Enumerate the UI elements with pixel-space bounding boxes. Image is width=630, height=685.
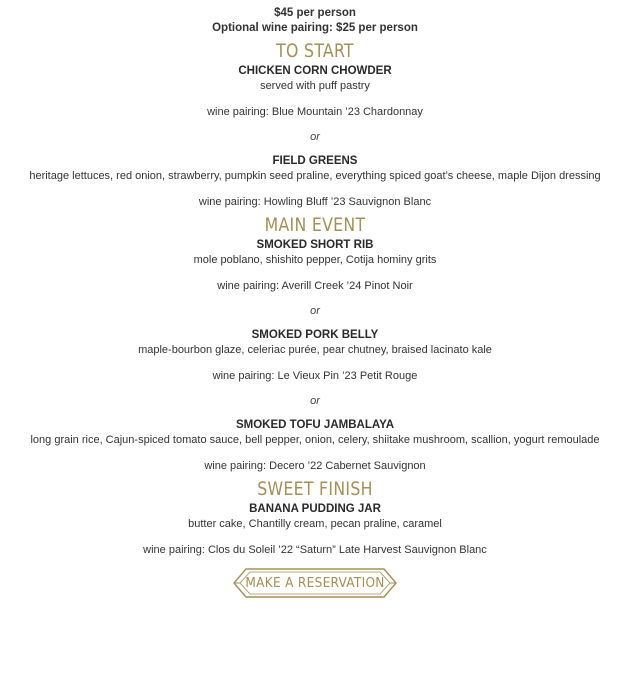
dish-description: mole poblano, shishito pepper, Cotija hominy grits	[193, 254, 437, 266]
or-separator: or	[310, 395, 320, 407]
reservation-button-wrapper	[0, 567, 630, 599]
dish-description: maple-bourbon glaze, celeriac purée, pear chutney, braised lacinato kale	[138, 344, 492, 356]
dish-name: BANANA PUDDING JAR	[249, 503, 381, 515]
dish-description: butter cake, Chantilly cream, pecan praline, caramel	[188, 518, 442, 530]
wine-pairing-price: Optional wine pairing: $25 per person	[212, 22, 418, 34]
dish-description: heritage lettuces, red onion, strawberry, pumpkin seed praline, everything spiced goat’s cheese, maple Dijon dressing	[29, 170, 601, 182]
dish-description: served with puff pastry	[260, 80, 370, 92]
or-separator: or	[310, 305, 320, 317]
section-title-to-start: TO START	[276, 41, 354, 63]
dish-name: SMOKED PORK BELLY	[251, 329, 379, 341]
wine-pairing: wine pairing: Clos du Soleil ’22 “Saturn” Late Harvest Sauvignon Blanc	[143, 544, 487, 556]
or-separator: or	[310, 131, 320, 143]
wine-pairing: wine pairing: Le Vieux Pin ’23 Petit Rouge	[212, 370, 418, 382]
wine-pairing: wine pairing: Howling Bluff ’23 Sauvignon Blanc	[198, 196, 432, 208]
wine-pairing: wine pairing: Decero ’22 Cabernet Sauvignon	[204, 460, 426, 472]
wine-pairing: wine pairing: Blue Mountain ’23 Chardonnay	[207, 106, 423, 118]
price-per-person: $45 per person	[274, 7, 356, 19]
dish-name: SMOKED SHORT RIB	[256, 239, 374, 251]
make-reservation-button[interactable]	[232, 567, 398, 599]
dish-description: long grain rice, Cajun-spiced tomato sauce, bell pepper, onion, celery, shiitake mushroom, scallion, yogurt remoulade	[30, 434, 600, 446]
dish-name: SMOKED TOFU JAMBALAYA	[235, 419, 395, 431]
section-title-sweet-finish: SWEET FINISH	[257, 479, 373, 501]
wine-pairing: wine pairing: Averill Creek ’24 Pinot Noir	[217, 280, 413, 292]
dish-name: CHICKEN CORN CHOWDER	[238, 65, 392, 77]
dish-name: FIELD GREENS	[272, 155, 358, 167]
section-title-main-event: MAIN EVENT	[264, 215, 366, 237]
make-reservation-label: MAKE A RESERVATION	[245, 575, 385, 591]
